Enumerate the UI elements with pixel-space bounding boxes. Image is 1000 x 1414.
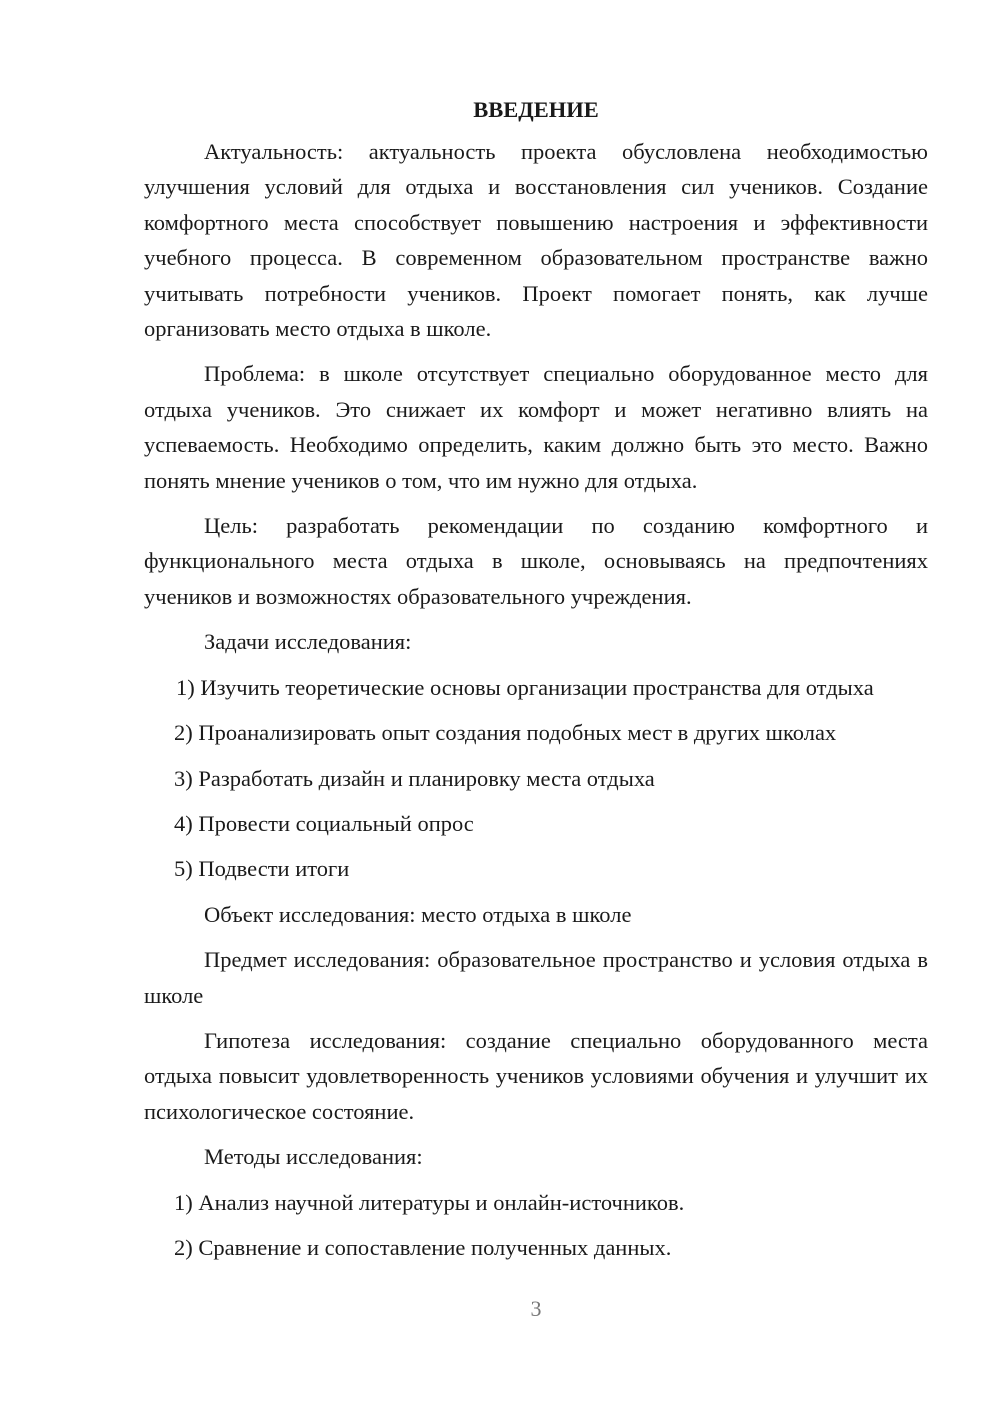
hypothesis-paragraph: Гипотеза исследования: создание специально оборудованного места отдыха повысит удовлетворенность учеников условиями обучения и улучшит их психологическое состояние. xyxy=(144,1027,928,1124)
page-content xyxy=(144,92,928,1265)
object-paragraph: Объект исследования: место отдыха в школе xyxy=(204,901,632,927)
task-item: 3) Разработать дизайн и планировку места отдыха xyxy=(174,765,655,791)
methods-heading: Методы исследования: xyxy=(204,1144,423,1170)
task-item: 2) Проанализировать опыт создания подобных мест в других школах xyxy=(174,720,837,746)
problem-paragraph: Проблема: в школе отсутствует специально оборудованное место для отдыха учеников. Это снижает их комфорт и может негативно влиять на успеваемость. Необходимо определить, каким должно быть это место. Важно понять мнение учеников о том, что им нужно для отдыха. xyxy=(144,361,928,493)
subject-paragraph: Предмет исследования: образовательное пространство и условия отдыха в школе xyxy=(144,947,928,1008)
page-number: 3 xyxy=(530,1296,542,1321)
page-title: ВВЕДЕНИЕ xyxy=(473,97,599,122)
tasks-heading: Задачи исследования: xyxy=(204,629,412,655)
method-item: 2) Сравнение и сопоставление полученных данных. xyxy=(174,1234,672,1260)
method-item: 1) Анализ научной литературы и онлайн-источников. xyxy=(174,1189,685,1215)
task-item: 1) Изучить теоретические основы организации пространства для отдыха xyxy=(176,674,874,700)
goal-paragraph: Цель: разработать рекомендации по созданию комфортного и функционального места отдыха в школе, основываясь на предпочтениях учеников и возможностях образовательного учреждения. xyxy=(144,513,928,609)
task-item: 4) Провести социальный опрос xyxy=(174,810,474,836)
task-item: 5) Подвести итоги xyxy=(174,856,350,882)
relevance-paragraph: Актуальность: актуальность проекта обусловлена необходимостью улучшения условий для отдыха и восстановления сил учеников. Создание комфортного места способствует повышению настроения и эффективности учебного процесса. В современном образовательном пространстве важно учитывать потребности учеников. Проект помогает понять, как лучше организовать место отдыха в школе. xyxy=(144,139,928,342)
